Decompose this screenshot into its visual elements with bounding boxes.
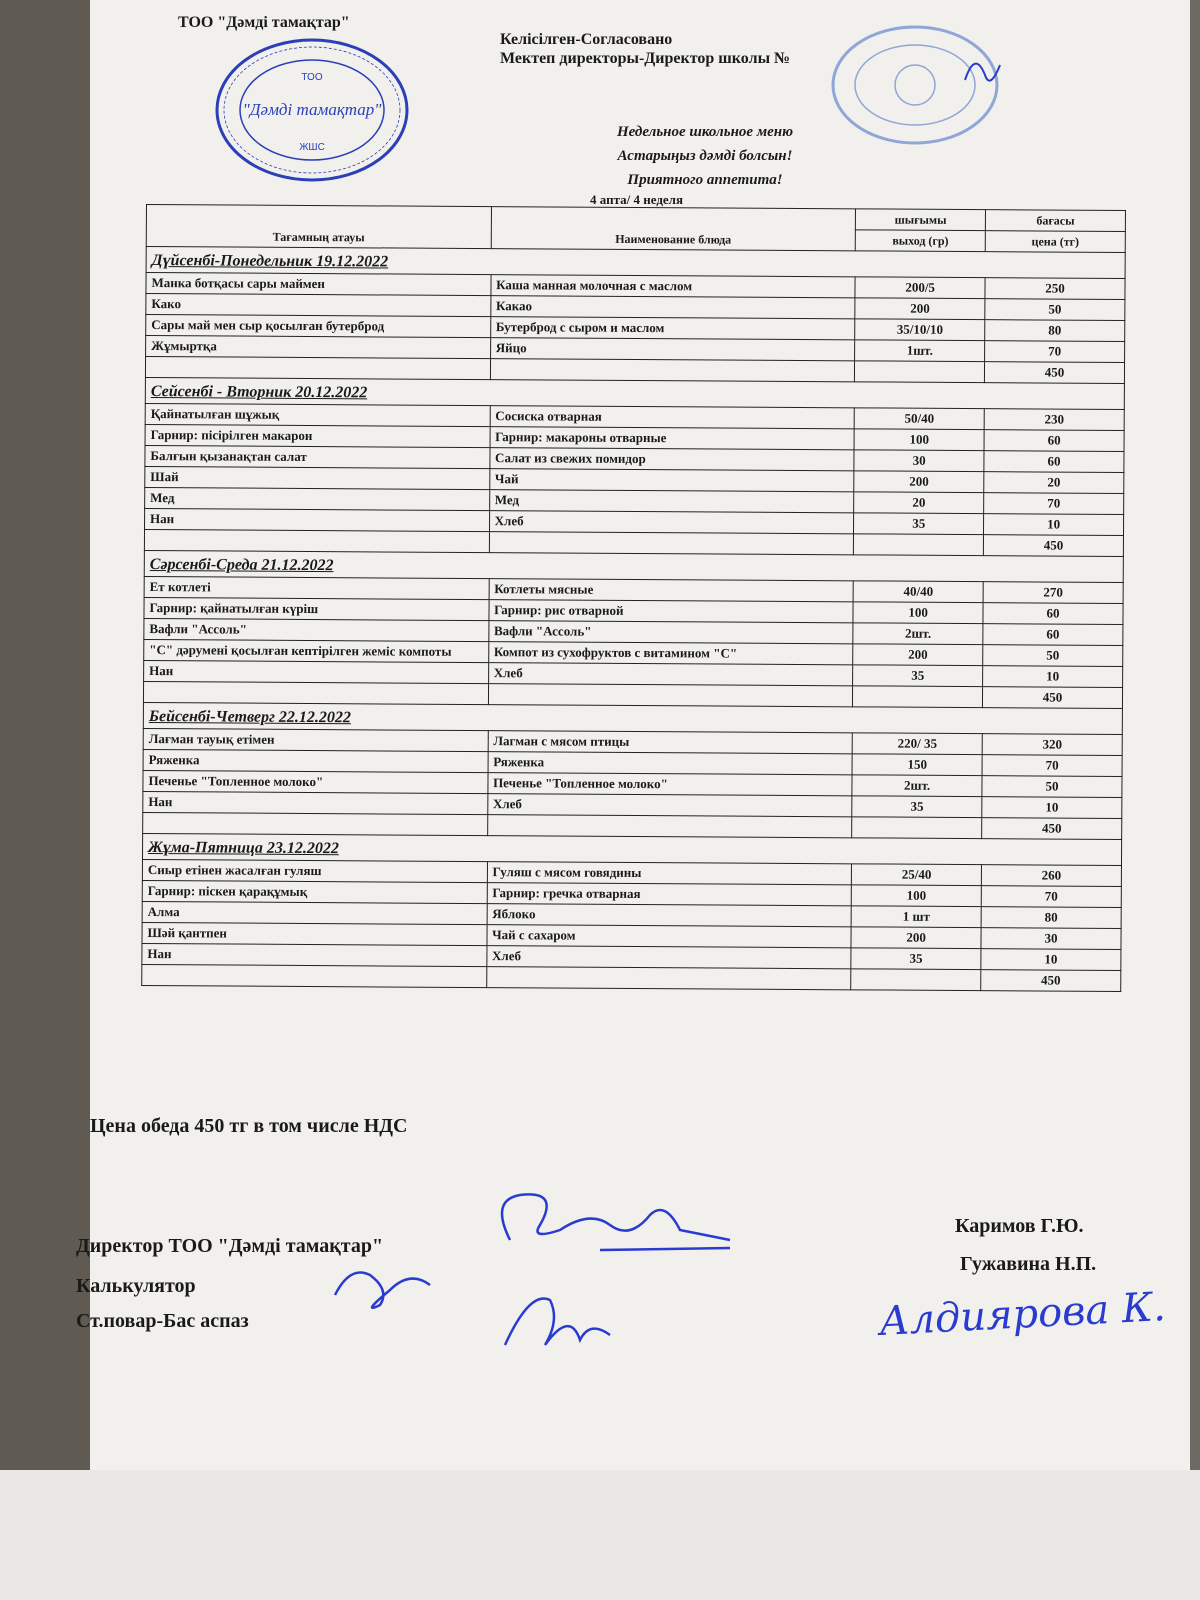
menu-document: [76, 0, 1190, 1470]
dish-name-kz: Сары май мен сыр қосылған бутерброд: [146, 315, 491, 338]
dish-price: 230: [984, 409, 1124, 431]
dish-name-ru: Яблоко: [487, 904, 852, 927]
dish-name-ru: Салат из свежих помидор: [490, 448, 855, 471]
day-total: 450: [983, 535, 1123, 557]
menu-title-kz: Астарыңыз дәмді болсын!: [617, 148, 793, 164]
dish-name-kz: Лағман тауық етімен: [143, 728, 488, 751]
header-name-ru: Наименование блюда: [491, 207, 856, 251]
dish-yield: 25/40: [852, 864, 982, 886]
dish-price: 270: [983, 582, 1123, 604]
dish-yield: 40/40: [853, 581, 983, 603]
day-total: 450: [983, 687, 1123, 709]
menu-title-ru: Приятного аппетита!: [627, 172, 783, 188]
dish-price: 50: [985, 299, 1125, 321]
dish-name-kz: Печенье "Топленное молоко": [143, 770, 488, 793]
dish-price: 10: [983, 666, 1123, 688]
dish-name-ru: Гарнир: макароны отварные: [490, 427, 855, 450]
dish-name-kz: Балғын қызанақтан салат: [145, 445, 490, 468]
dish-price: 320: [982, 734, 1122, 756]
chef-handwritten-name: Алдиярова К.: [878, 1284, 1167, 1345]
day-total: 450: [982, 818, 1122, 840]
dish-yield: 35: [853, 665, 983, 687]
menu-titles: [540, 120, 870, 192]
dish-name-kz: Ряженка: [143, 749, 488, 772]
empty-cell: [853, 686, 983, 708]
dish-yield: 20: [854, 492, 984, 514]
empty-cell: [143, 681, 488, 704]
director-signature: [502, 1194, 730, 1250]
empty-cell: [854, 534, 984, 556]
chef-label: Ст.повар-Бас аспаз: [76, 1310, 249, 1332]
dish-name-ru: Котлеты мясные: [489, 579, 854, 602]
week-label: 4 апта/ 4 неделя: [590, 192, 683, 207]
dish-price: 10: [982, 797, 1122, 819]
background-bottom: [0, 1470, 1200, 1600]
dish-name-kz: Шай: [145, 466, 490, 489]
empty-cell: [143, 812, 488, 835]
dish-name-ru: Гарнир: гречка отварная: [487, 883, 852, 906]
dish-price: 70: [984, 493, 1124, 515]
stamp-name-text: "Дәмді тамақтар": [242, 100, 382, 119]
day-title: Дүйсенбі-Понедельник 19.12.2022: [146, 247, 1125, 279]
dish-yield: 2шт.: [852, 775, 982, 797]
dish-name-kz: Како: [146, 294, 491, 317]
empty-cell: [852, 817, 982, 839]
empty-cell: [851, 969, 981, 991]
stamp-bottom-text: ЖШС: [299, 142, 325, 153]
dish-yield: 35: [851, 948, 981, 970]
day-total: 450: [981, 970, 1121, 992]
lunch-price-note: Цена обеда 450 тг в том числе НДС: [90, 1115, 408, 1137]
dish-name-kz: Гарнир: піскен қарақұмық: [142, 880, 487, 903]
dish-name-ru: Лагман с мясом птицы: [488, 731, 853, 754]
dish-price: 60: [983, 624, 1123, 646]
dish-name-ru: Бутерброд с сыром и маслом: [490, 317, 855, 340]
dish-price: 70: [985, 341, 1125, 363]
dish-name-kz: Сиыр етінен жасалған гуляш: [142, 859, 487, 882]
dish-name-ru: Ряженка: [488, 752, 853, 775]
dish-yield: 200/5: [855, 277, 985, 299]
dish-name-ru: Печенье "Топленное молоко": [488, 773, 853, 796]
empty-cell: [489, 532, 854, 555]
dish-price: 10: [981, 949, 1121, 971]
dish-name-kz: Гарнир: қайнатылған күріш: [144, 597, 489, 620]
dish-name-ru: Хлеб: [486, 946, 851, 969]
dish-name-ru: Гарнир: рис отварной: [489, 600, 854, 623]
dish-name-ru: Хлеб: [487, 794, 852, 817]
dish-name-ru: Хлеб: [488, 663, 853, 686]
chef-signature: [505, 1298, 610, 1345]
dish-yield: 50/40: [854, 408, 984, 430]
dish-name-kz: Шәй қантпен: [142, 922, 487, 945]
dish-yield: 2шт.: [853, 623, 983, 645]
calculator-label: Калькулятор: [76, 1275, 196, 1297]
dish-name-kz: "С" дәрумені қосылған кептірілген жеміс компоты: [144, 639, 489, 662]
dish-name-ru: Хлеб: [489, 511, 854, 534]
empty-cell: [855, 361, 985, 383]
table-header-row: [146, 205, 1125, 232]
dish-price: 250: [985, 278, 1125, 300]
company-stamp: [212, 35, 412, 185]
dish-name-kz: Ет котлеті: [144, 576, 489, 599]
dish-price: 260: [981, 865, 1121, 887]
dish-price: 60: [984, 451, 1124, 473]
empty-cell: [487, 815, 852, 838]
dish-name-kz: Гарнир: пісірілген макарон: [145, 424, 490, 447]
dish-name-ru: Чай: [489, 469, 854, 492]
dish-yield: 1 шт: [851, 906, 981, 928]
dish-yield: 200: [854, 471, 984, 493]
empty-cell: [488, 684, 853, 707]
dish-price: 60: [983, 603, 1123, 625]
dish-price: 50: [983, 645, 1123, 667]
dish-price: 20: [984, 472, 1124, 494]
menu-table: [141, 204, 1126, 992]
director-school-label: Мектеп директоры-Директор школы №: [500, 50, 791, 67]
dish-name-kz: Нан: [144, 660, 489, 683]
dish-yield: 100: [851, 885, 981, 907]
day-title: Жұма-Пятница 23.12.2022: [142, 833, 1121, 865]
dish-price: 50: [982, 776, 1122, 798]
dish-name-kz: Нан: [142, 943, 487, 966]
dish-name-kz: Нан: [143, 791, 488, 814]
dish-price: 10: [984, 514, 1124, 536]
dish-yield: 35: [854, 513, 984, 535]
dish-yield: 200: [855, 298, 985, 320]
dish-price: 30: [981, 928, 1121, 950]
dish-name-ru: Чай с сахаром: [487, 925, 852, 948]
dish-name-kz: Нан: [145, 508, 490, 531]
director-name: Каримов Г.Ю.: [955, 1215, 1084, 1237]
day-title: Сейсенбі - Вторник 20.12.2022: [145, 377, 1124, 409]
dish-yield: 100: [854, 429, 984, 451]
header-yield-ru: выход (гр): [855, 230, 985, 252]
menu-body: [142, 247, 1125, 992]
company-name: ТОО "Дәмді тамақтар": [178, 14, 350, 31]
empty-cell: [145, 357, 490, 380]
dish-price: 80: [985, 320, 1125, 342]
header-price-kz: бағасы: [985, 210, 1125, 232]
day-total: 450: [985, 362, 1125, 384]
dish-price: 60: [984, 430, 1124, 452]
header-price-ru: цена (тг): [985, 231, 1125, 253]
dish-name-ru: Яйцо: [490, 338, 855, 361]
dish-name-kz: Мед: [145, 487, 490, 510]
dish-name-kz: Жұмыртқа: [146, 336, 491, 359]
dish-name-ru: Сосиска отварная: [490, 406, 855, 429]
dish-name-ru: Компот из сухофруктов с витамином "С": [488, 642, 853, 665]
dish-name-ru: Какао: [490, 296, 855, 319]
header-yield-kz: шығымы: [856, 209, 986, 231]
dish-name-ru: Мед: [489, 490, 854, 513]
dish-price: 70: [981, 886, 1121, 908]
dish-yield: 35: [852, 796, 982, 818]
dish-price: 80: [981, 907, 1121, 929]
dish-name-ru: Каша манная молочная с маслом: [491, 275, 856, 298]
dish-price: 70: [982, 755, 1122, 777]
dish-yield: 100: [853, 602, 983, 624]
director-label: Директор ТОО "Дәмді тамақтар": [76, 1235, 384, 1257]
dish-name-ru: Гуляш с мясом говядины: [487, 862, 852, 885]
dish-yield: 220/ 35: [852, 733, 982, 755]
empty-cell: [142, 964, 487, 987]
dish-name-kz: Вафли "Ассоль": [144, 618, 489, 641]
dish-name-ru: Вафли "Ассоль": [488, 621, 853, 644]
empty-cell: [486, 967, 851, 990]
calculator-signature: [335, 1273, 430, 1308]
dish-yield: 1шт.: [855, 340, 985, 362]
day-title: Бейсенбі-Четверг 22.12.2022: [143, 702, 1122, 734]
dish-yield: 30: [854, 450, 984, 472]
dish-yield: 200: [853, 644, 983, 666]
dish-yield: 200: [851, 927, 981, 949]
day-title: Сәрсенбі-Среда 21.12.2022: [144, 550, 1123, 582]
approval-block: [500, 30, 790, 68]
dish-name-kz: Қайнатылған шұжық: [145, 403, 490, 426]
dish-yield: 35/10/10: [855, 319, 985, 341]
dish-name-kz: Манка ботқасы сары маймен: [146, 273, 491, 296]
approval-label: Келісілген-Согласовано: [500, 31, 673, 48]
empty-cell: [144, 529, 489, 552]
empty-cell: [490, 359, 855, 382]
header-name-kz: Тағамның атауы: [146, 205, 491, 249]
calculator-name: Гужавина Н.П.: [960, 1253, 1097, 1275]
dish-name-kz: Алма: [142, 901, 487, 924]
stamp-top-text: ТОО: [301, 72, 323, 83]
menu-title-weekly: Недельное школьное меню: [616, 124, 794, 140]
dish-yield: 150: [852, 754, 982, 776]
